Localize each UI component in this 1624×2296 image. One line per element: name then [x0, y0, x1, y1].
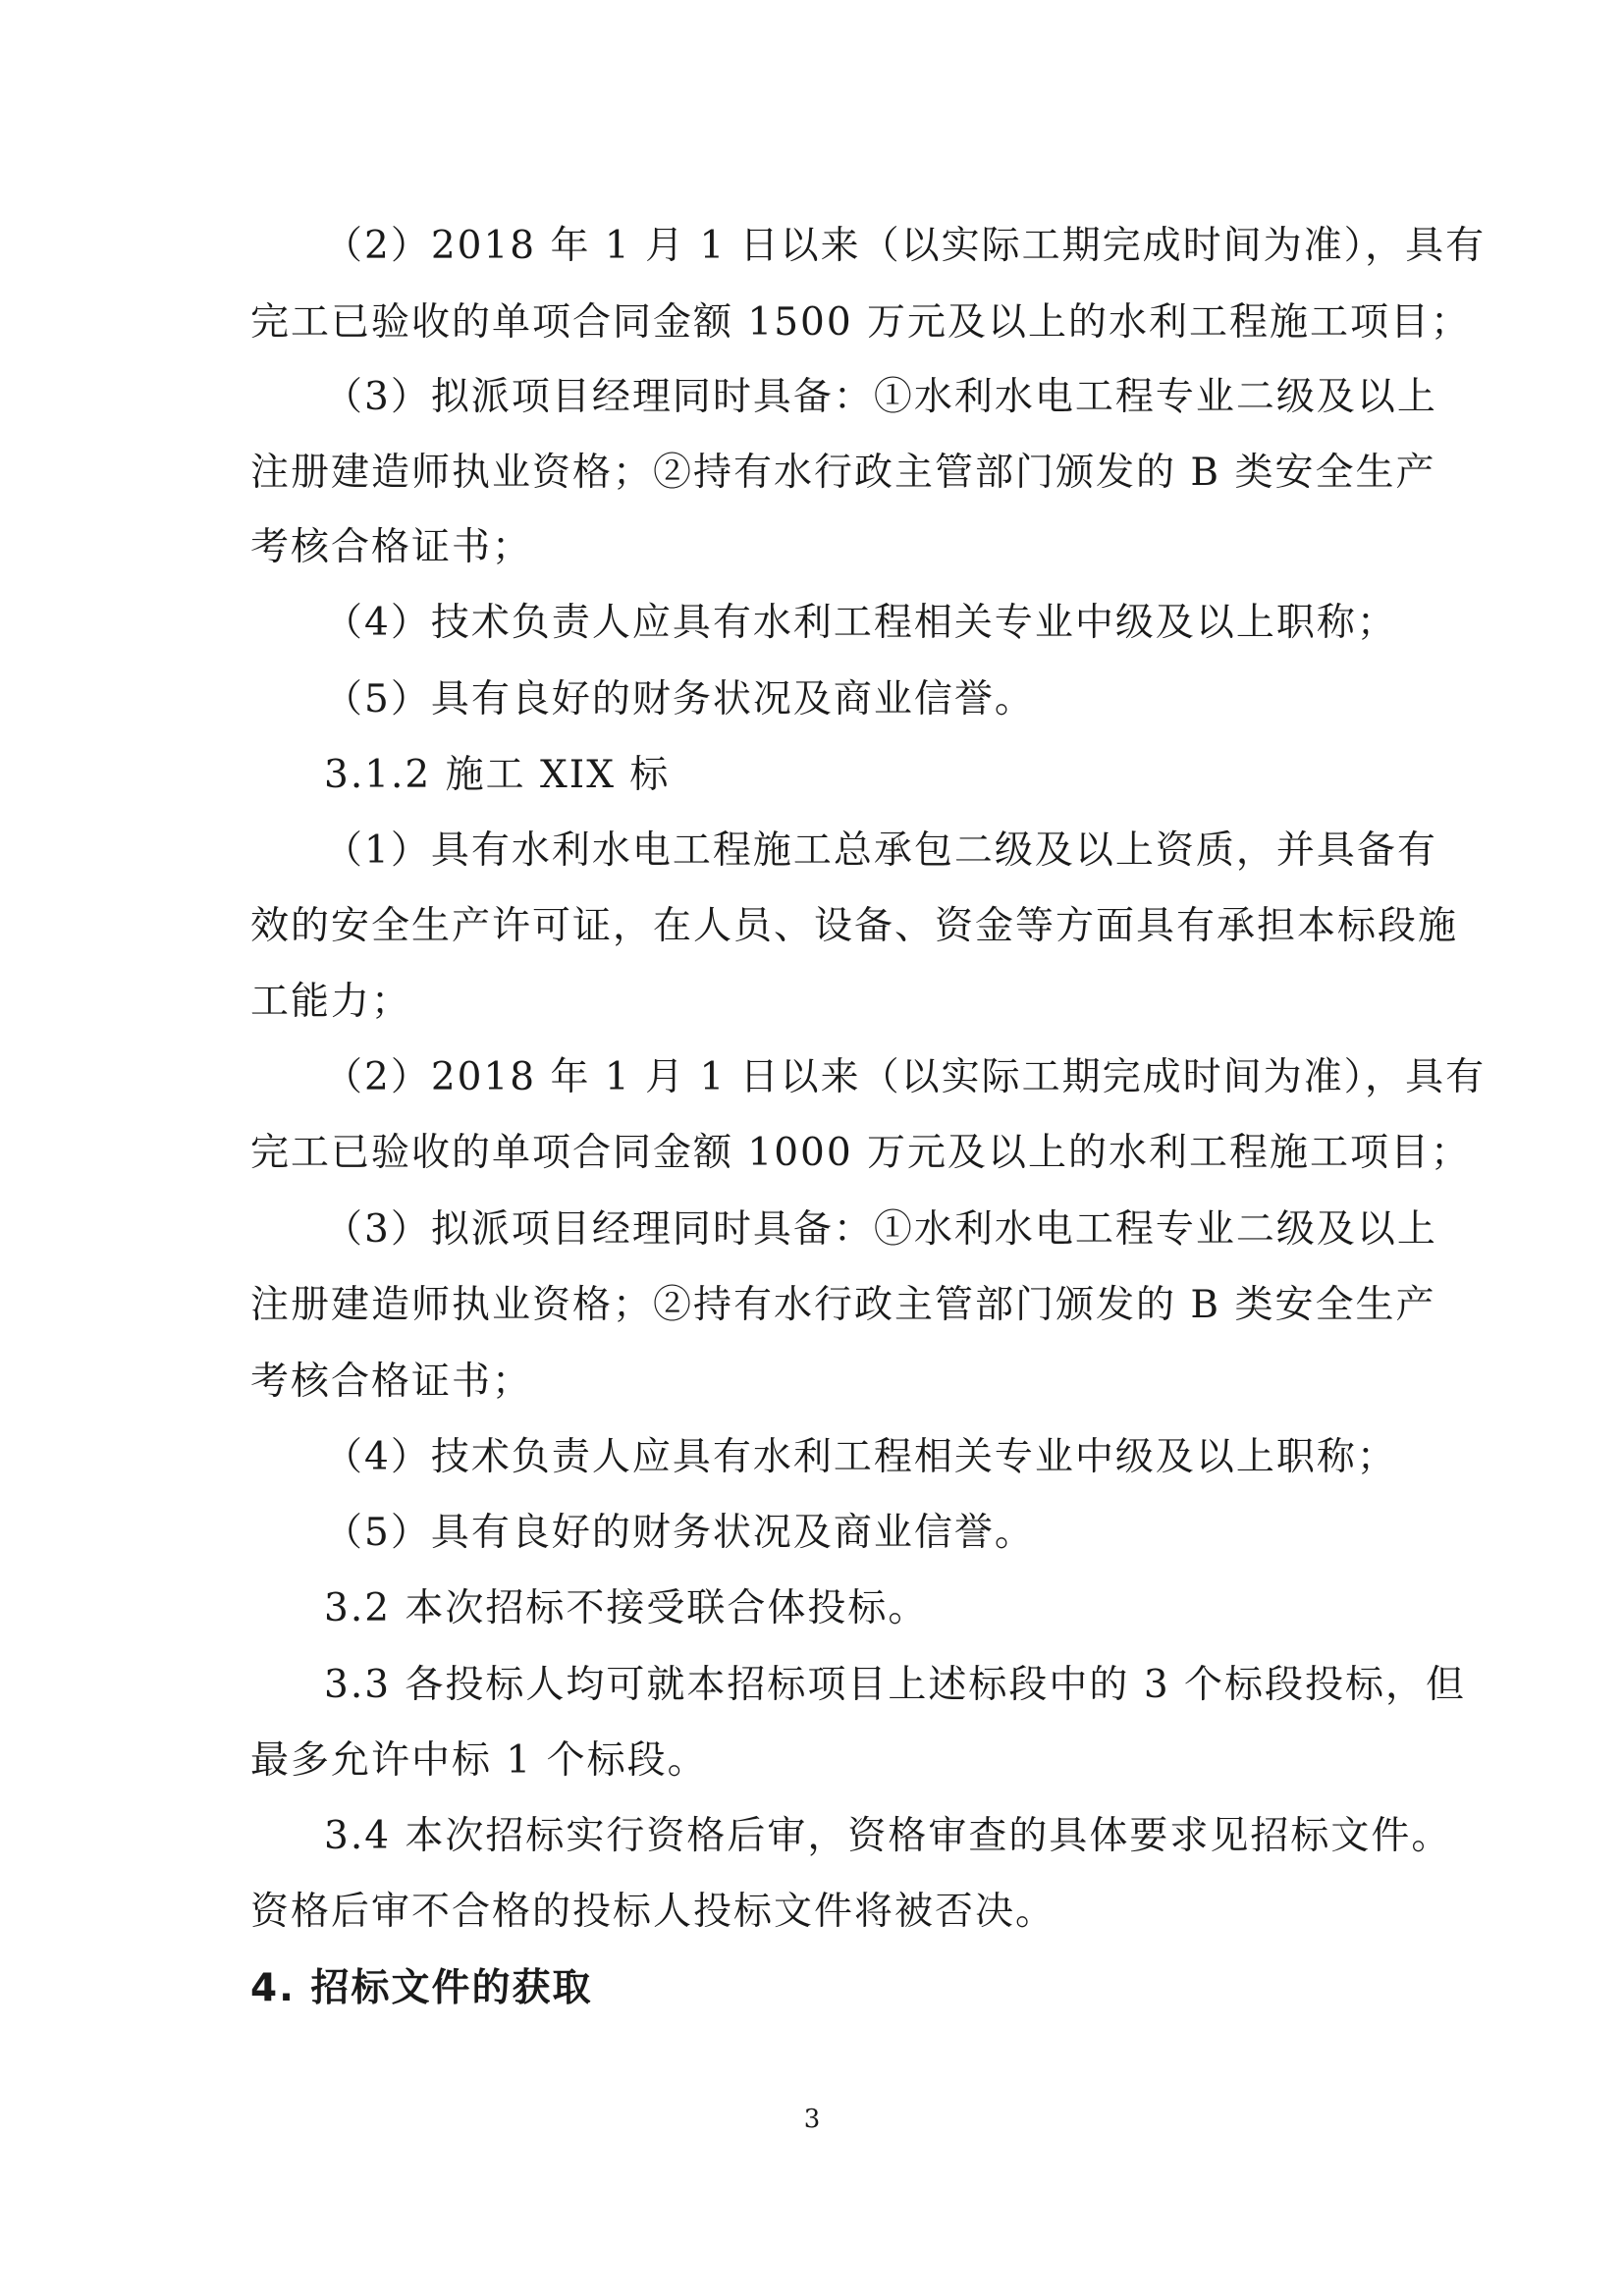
- paragraph-line: 注册建造师执业资格；②持有水行政主管部门颁发的 B 类安全生产: [250, 1283, 1436, 1327]
- paragraph-line: 完工已验收的单项合同金额 1500 万元及以上的水利工程施工项目；: [250, 300, 1472, 345]
- paragraph-line: 3.4 本次招标实行资格后审，资格审查的具体要求见招标文件。: [324, 1814, 1452, 1858]
- paragraph-line: （3）拟派项目经理同时具备：①水利水电工程专业二级及以上: [324, 375, 1437, 419]
- paragraph-line: 效的安全生产许可证，在人员、设备、资金等方面具有承担本标段施: [250, 904, 1459, 948]
- paragraph-line: 资格后审不合格的投标人投标文件将被否决。: [250, 1890, 1056, 1934]
- paragraph-line: （4）技术负责人应具有水利工程相关专业中级及以上职称；: [324, 1435, 1397, 1479]
- page-number: 3: [803, 2105, 821, 2134]
- section-heading-4: 4. 招标文件的获取: [250, 1966, 593, 2010]
- paragraph-line: 3.2 本次招标不接受联合体投标。: [324, 1586, 929, 1630]
- paragraph-line: 完工已验收的单项合同金额 1000 万元及以上的水利工程施工项目；: [250, 1131, 1472, 1175]
- paragraph-line: 最多允许中标 1 个标段。: [250, 1738, 708, 1783]
- paragraph-line: （1）具有水利水电工程施工总承包二级及以上资质，并具备有: [324, 828, 1437, 873]
- paragraph-line: （4）技术负责人应具有水利工程相关专业中级及以上职称；: [324, 601, 1397, 645]
- paragraph-line: 考核合格证书；: [250, 525, 533, 569]
- paragraph-line: 3.3 各投标人均可就本招标项目上述标段中的 3 个标段投标，但: [324, 1663, 1467, 1707]
- paragraph-line: 工能力；: [250, 980, 412, 1024]
- paragraph-line: 考核合格证书；: [250, 1360, 533, 1404]
- paragraph-line: 注册建造师执业资格；②持有水行政主管部门颁发的 B 类安全生产: [250, 451, 1436, 495]
- paragraph-line: （2）2018 年 1 月 1 日以来（以实际工期完成时间为准），具有: [324, 1055, 1487, 1099]
- paragraph-line: （5）具有良好的财务状况及商业信誉。: [324, 1511, 1035, 1555]
- section-heading-3-1-2: 3.1.2 施工 XIX 标: [324, 753, 671, 797]
- paragraph-line: （2）2018 年 1 月 1 日以来（以实际工期完成时间为准），具有: [324, 224, 1487, 268]
- paragraph-line: （5）具有良好的财务状况及商业信誉。: [324, 677, 1035, 721]
- paragraph-line: （3）拟派项目经理同时具备：①水利水电工程专业二级及以上: [324, 1207, 1437, 1252]
